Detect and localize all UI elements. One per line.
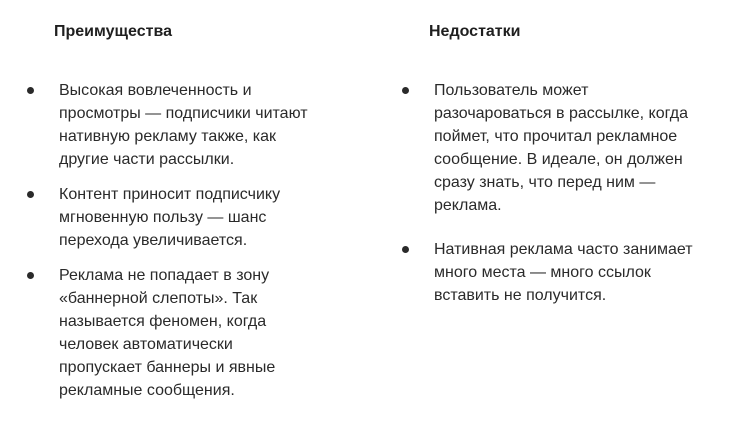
line: другие части рассылки. — [59, 151, 235, 168]
list-item-text — [434, 238, 750, 307]
line: Пользователь может — [434, 82, 589, 99]
bullet-icon — [402, 87, 409, 94]
list-item-text — [59, 183, 370, 252]
bullet-icon — [402, 246, 409, 253]
line: поймет, что прочитал рекламное — [434, 128, 678, 145]
line: вставить не получится. — [434, 287, 607, 304]
line: разочароваться в рассылке, когда — [434, 105, 688, 122]
disadvantages-heading: Недостатки — [429, 23, 521, 40]
line: рекламные сообщения. — [59, 382, 235, 399]
line: сразу знать, что перед ним — — [434, 174, 656, 191]
line: Контент приносит подписчику — [59, 186, 281, 203]
bullet-icon — [27, 272, 34, 279]
line: Высокая вовлеченность и — [59, 82, 252, 99]
list-item — [400, 238, 750, 307]
bullet-icon — [27, 87, 34, 94]
line: человек автоматически — [59, 336, 233, 353]
line: реклама. — [434, 197, 502, 214]
line: нативную рекламу также, как — [59, 128, 277, 145]
line: Реклама не попадает в зону — [59, 267, 270, 284]
bullet-icon — [27, 191, 34, 198]
line: просмотры — подписчики читают — [59, 105, 308, 122]
line: Нативная реклама часто занимает — [434, 241, 693, 258]
line: называется феномен, когда — [59, 313, 267, 330]
list-item-text — [59, 264, 370, 402]
line: «баннерной слепоты». Так — [59, 290, 258, 307]
line: перехода увеличивается. — [59, 232, 248, 249]
list-item-text — [434, 79, 750, 217]
list-item — [400, 79, 750, 217]
advantages-list — [25, 79, 370, 402]
list-item — [25, 264, 370, 402]
line: мгновенную пользу — шанс — [59, 209, 267, 226]
list-item — [25, 79, 370, 171]
list-item — [25, 183, 370, 252]
line: сообщение. В идеале, он должен — [434, 151, 683, 168]
disadvantages-list — [400, 79, 750, 307]
line: много места — много ссылок — [434, 264, 651, 281]
list-item-text — [59, 79, 370, 171]
advantages-heading: Преимущества — [54, 23, 172, 40]
line: пропускает баннеры и явные — [59, 359, 276, 376]
